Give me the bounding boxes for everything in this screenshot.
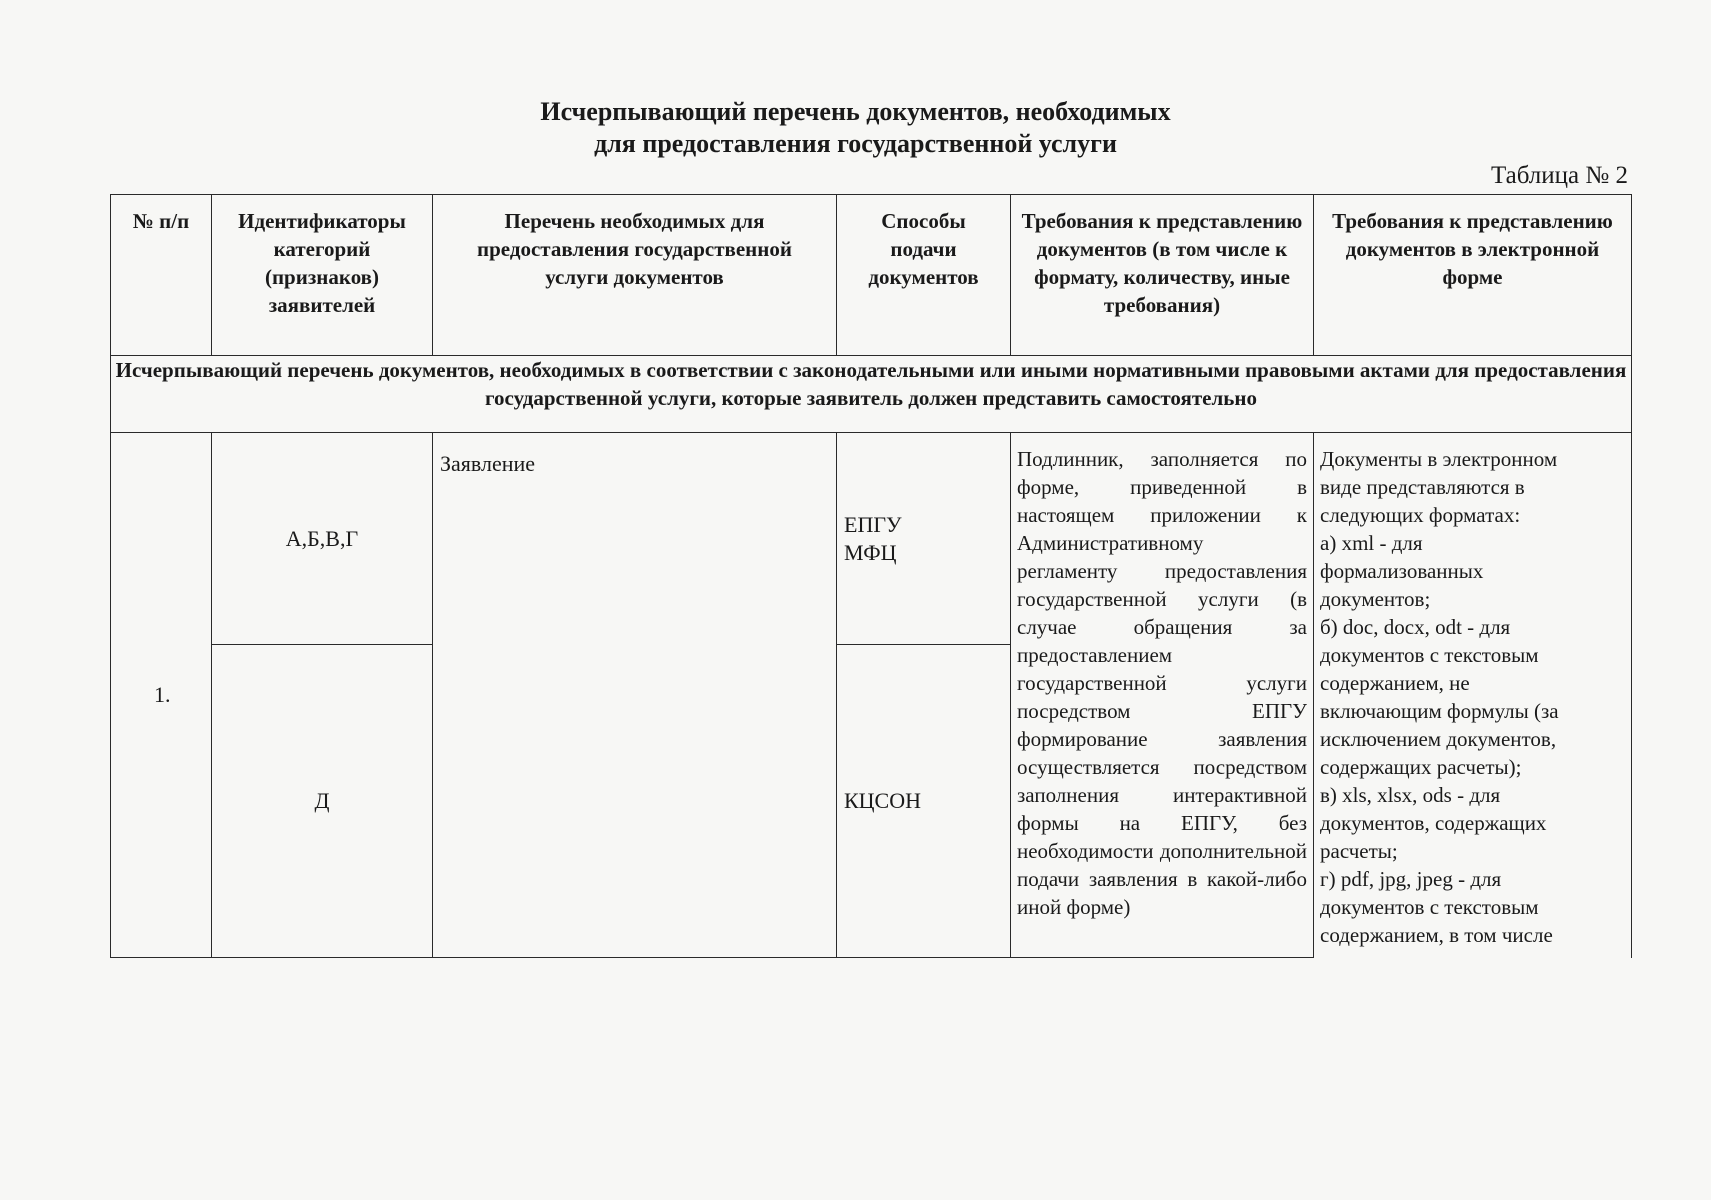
method-cell-1	[837, 433, 1011, 645]
table-number: Таблица № 2	[1490, 162, 1628, 189]
col-header-requirements: Требования к представлению документов (в том числе к формату, количеству, иные требования)	[1011, 195, 1314, 356]
electronic-line: а) xml - для	[1320, 531, 1423, 555]
electronic-requirements-cell	[1314, 433, 1632, 958]
category-cell-2: Д	[212, 645, 433, 958]
col-header-methods: Способы подачи документов	[837, 195, 1011, 356]
electronic-line: документов;	[1320, 587, 1431, 611]
electronic-line: г) pdf, jpg, jpeg - для	[1320, 867, 1502, 891]
page-title	[0, 96, 1711, 160]
electronic-line: содержанием, в том числе	[1320, 923, 1553, 947]
electronic-line: содержанием, не	[1320, 671, 1470, 695]
electronic-line: виде представляются в	[1320, 475, 1525, 499]
electronic-line: документов с текстовым	[1320, 643, 1539, 667]
section-row	[111, 356, 1632, 433]
col-header-electronic: Требования к представлению документов в электронной форме	[1314, 195, 1632, 356]
title-line-1: Исчерпывающий перечень документов, необходимых	[540, 97, 1171, 126]
category-cell-1: А,Б,В,Г	[212, 433, 433, 645]
electronic-line: документов, содержащих	[1320, 811, 1547, 835]
electronic-line: Документы в электронном	[1320, 447, 1558, 471]
method-epgu: ЕПГУ	[844, 511, 902, 537]
electronic-line: документов с текстовым	[1320, 895, 1539, 919]
col-header-number: № п/п	[111, 195, 212, 356]
table-row	[111, 433, 1632, 645]
col-header-categories: Идентификаторы категорий (признаков) заявителей	[212, 195, 433, 356]
electronic-line: следующих форматах:	[1320, 503, 1521, 527]
title-line-2: для предоставления государственной услуги	[594, 129, 1117, 158]
electronic-line: содержащих расчеты);	[1320, 755, 1522, 779]
row-number: 1.	[111, 433, 212, 958]
electronic-line: расчеты;	[1320, 839, 1398, 863]
electronic-line: б) doc, docx, odt - для	[1320, 615, 1511, 639]
requirements-cell: Подлинник, заполняется по форме, приведенной в настоящем приложении к Административному регламенту предоставления государственной услуги (в случае обращения за предоставлением государственной услуги посредством ЕПГУ формирование заявления осуществляется посредством заполнения интерактивной формы на ЕПГУ, без необходимости дополнительной подачи заявления в какой-либо иной форме)	[1011, 433, 1314, 958]
electronic-line: в) xls, xlsx, ods - для	[1320, 783, 1501, 807]
section-title: Исчерпывающий перечень документов, необходимых в соответствии с законодательными или иными нормативными правовыми актами для предоставления государственной услуги, которые заявитель должен представить самостоятельно	[111, 356, 1632, 433]
col-header-documents: Перечень необходимых для предоставления государственной услуги документов	[433, 195, 837, 356]
electronic-line: исключением документов,	[1320, 727, 1557, 751]
document-name-cell: Заявление	[433, 433, 837, 958]
electronic-line: формализованных	[1320, 559, 1484, 583]
table-header-row	[111, 195, 1632, 356]
documents-table	[110, 194, 1632, 958]
electronic-line: включающим формулы (за	[1320, 699, 1559, 723]
method-mfc: МФЦ	[844, 539, 897, 565]
method-cell-2: КЦСОН	[837, 645, 1011, 958]
